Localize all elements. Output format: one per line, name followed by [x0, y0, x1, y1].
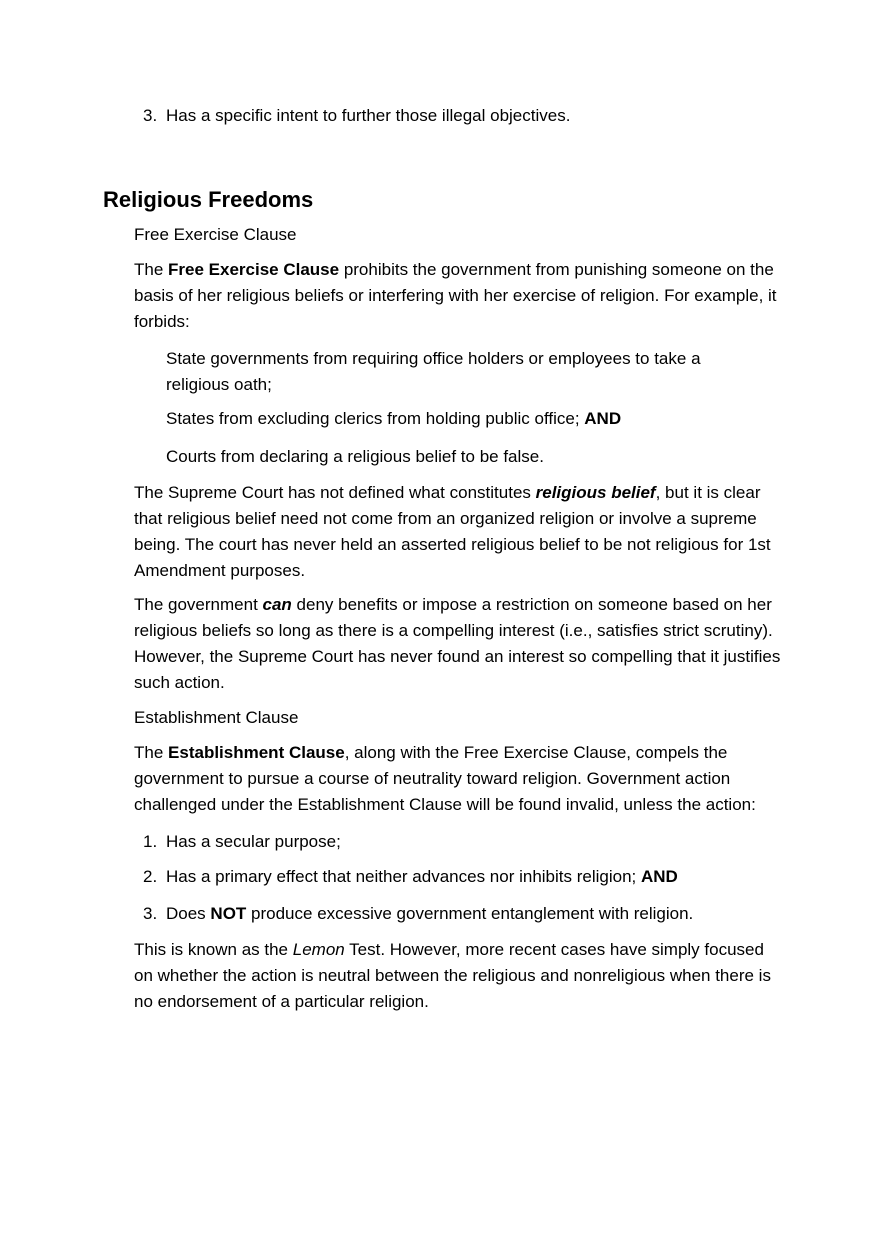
free-exercise-subheading: Free Exercise Clause	[134, 225, 297, 244]
list-item: 1. Has a secular purpose;	[143, 832, 341, 851]
free-exercise-intro: The Free Exercise Clause prohibits the government from punishing someone on the basis of her religious beliefs or interfering with her exercise of religion. For example, it forbids:	[134, 260, 777, 331]
can-term: can	[262, 595, 292, 614]
forbid-item-courts: Courts from declaring a religious belief to be false.	[166, 447, 544, 466]
compelling-interest-paragraph: The government can deny benefits or impose a restriction on someone based on her religious beliefs so long as there is a compelling interest (i.e., satisfies strict scrutiny). However, the Supreme Court has never found an interest so compelling that it justifies such action.	[134, 595, 781, 692]
lemon-test-paragraph: This is known as the Lemon Test. However, more recent cases have simply focused on whether the action is neutral between the religious and nonreligious when there is no endorsement of a particular religion.	[134, 940, 771, 1011]
religious-belief-paragraph: The Supreme Court has not defined what constitutes religious belief, but it is clear that religious belief need not come from an organized religion or involve a supreme being. The court has never held an asserted religious belief to be not religious for 1st Amendment purposes.	[134, 483, 771, 580]
section-title: Religious Freedoms	[103, 187, 314, 212]
establishment-intro: The Establishment Clause, along with the Free Exercise Clause, compels the government to pursue a course of neutrality toward religion. Government action challenged under the Establishment Clause will be found invalid, unless the action:	[134, 743, 756, 814]
list-text: Has a specific intent to further those illegal objectives.	[166, 106, 571, 125]
list-item	[143, 103, 783, 129]
list-item: 3. Does NOT produce excessive government entanglement with religion.	[143, 904, 694, 923]
religious-belief-term: religious belief	[535, 483, 656, 502]
lemon-term: Lemon	[292, 940, 345, 959]
establishment-subheading: Establishment Clause	[134, 708, 299, 727]
list-number: 3.	[143, 106, 158, 125]
establishment-term: Establishment Clause	[168, 743, 345, 762]
free-exercise-term: Free Exercise Clause	[168, 260, 340, 279]
forbid-item-oath: State governments from requiring office holders or employees to take a religious oath;	[166, 349, 701, 394]
list-item: 2. Has a primary effect that neither advances nor inhibits religion; AND	[143, 867, 678, 886]
forbid-item-clerics: States from excluding clerics from holding public office; AND	[166, 409, 622, 428]
